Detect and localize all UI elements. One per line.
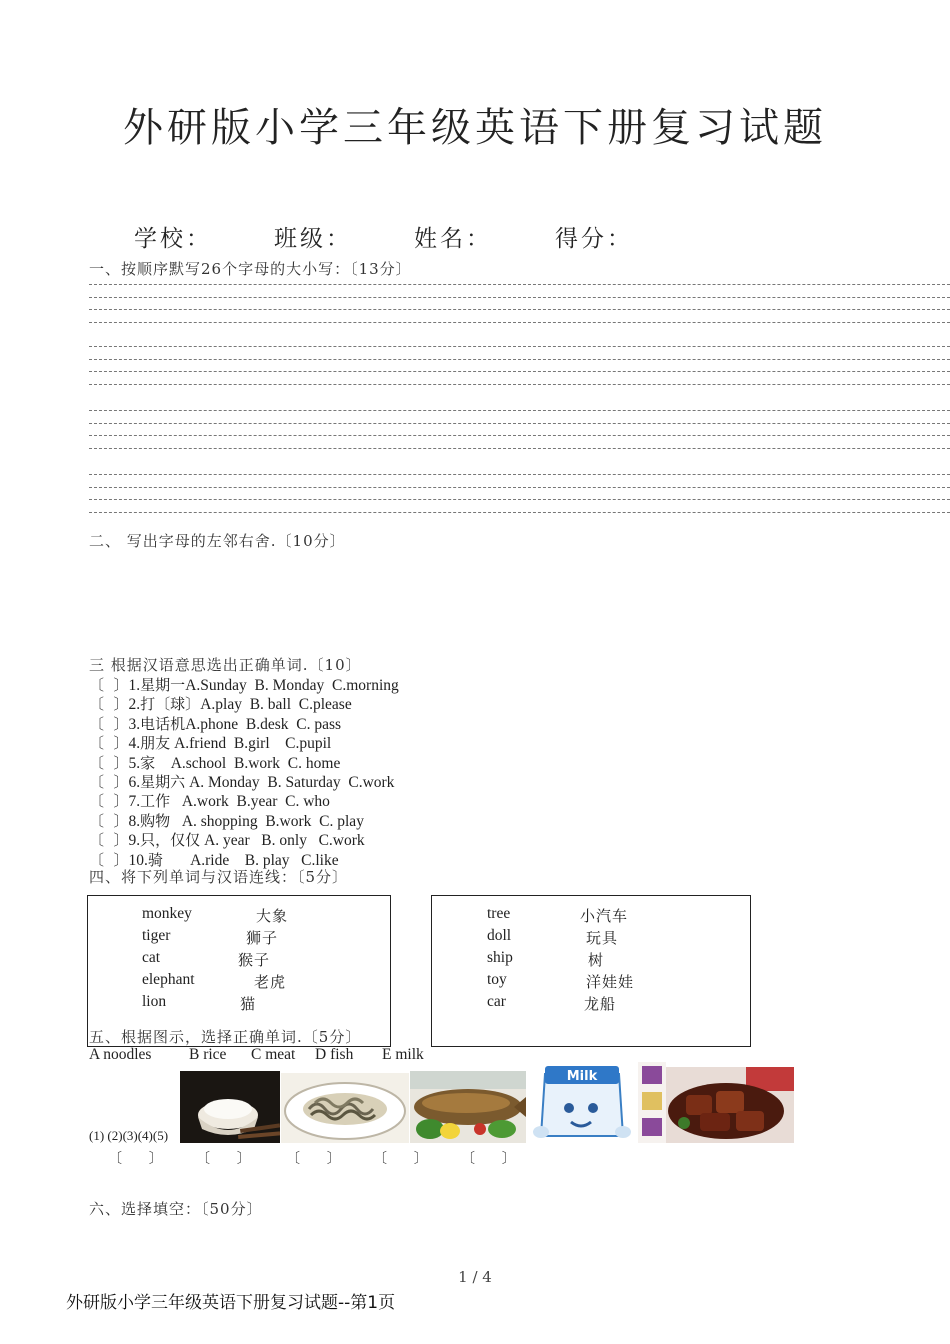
milk-boxes-icon	[638, 1062, 666, 1143]
answer-bracket[interactable]: 〔 〕	[108, 1151, 163, 1167]
question-number: 10.	[128, 851, 148, 869]
chinese-word: 洋娃娃	[586, 973, 635, 991]
question-number: 9.	[128, 832, 141, 850]
score-label: 得分：	[555, 226, 633, 252]
writing-line	[89, 384, 950, 385]
question-chinese: 只，仅仅	[140, 831, 201, 850]
question-bracket: 〔 〕	[89, 811, 129, 830]
english-word: tiger	[142, 927, 171, 944]
question-item	[89, 752, 340, 773]
question-item	[89, 713, 341, 734]
chinese-word: 小汽车	[580, 907, 629, 925]
answer-bracket[interactable]: 〔 〕	[373, 1151, 428, 1167]
milk-box-strip	[638, 1062, 666, 1143]
section-1-heading: 一、按顺序默写26个字母的大小写：〔13分〕	[89, 260, 412, 278]
question-options: A.Sunday B. Monday C.morning	[185, 677, 399, 694]
question-options: A. Monday B. Saturday C.work	[185, 774, 395, 791]
chinese-word: 树	[588, 951, 605, 969]
question-chinese: 工作	[140, 792, 171, 811]
english-word: car	[487, 993, 506, 1010]
english-word: ship	[487, 949, 513, 966]
writing-line	[89, 284, 950, 285]
question-item	[89, 829, 365, 850]
question-number: 6.	[128, 774, 141, 791]
question-bracket: 〔 〕	[89, 850, 129, 869]
name-label: 姓名：	[414, 226, 492, 252]
question-options: A.ride B. play C.like	[162, 851, 339, 869]
question-options: A. shopping B.work C. play	[170, 812, 364, 830]
question-chinese: 朋友	[140, 734, 171, 753]
question-chinese: 骑	[147, 850, 163, 869]
answer-bracket[interactable]: 〔 〕	[196, 1151, 251, 1167]
english-word: cat	[142, 949, 161, 966]
food-option: E milk	[382, 1046, 424, 1063]
meat-picture	[666, 1067, 794, 1143]
question-options: A.play B. ball C.please	[200, 696, 352, 714]
fish-dish-icon	[410, 1071, 526, 1143]
question-bracket: 〔 〕	[89, 695, 129, 714]
rice-picture	[180, 1071, 280, 1143]
writing-line	[89, 448, 950, 449]
noodles-plate-icon	[281, 1073, 409, 1143]
question-item	[89, 810, 364, 831]
page-title: 外研版小学三年级英语下册复习试题	[123, 105, 827, 151]
writing-line	[89, 322, 950, 323]
milk-carton-icon	[527, 1062, 637, 1143]
question-chinese: 购物	[140, 811, 171, 830]
braised-meat-icon	[666, 1067, 794, 1143]
writing-line	[89, 423, 950, 424]
chinese-word: 老虎	[254, 973, 287, 991]
chinese-word: 猴子	[238, 951, 271, 969]
answer-bracket[interactable]: 〔 〕	[461, 1151, 516, 1167]
chinese-word: 狮子	[246, 929, 279, 947]
question-bracket: 〔 〕	[89, 773, 129, 791]
section-2-heading: 二、 写出字母的左邻右舍.〔10分〕	[89, 532, 346, 550]
section-6-heading: 六、选择填空：〔50分〕	[89, 1200, 263, 1218]
page-number: 1 / 4	[458, 1268, 492, 1286]
chinese-word: 龙船	[584, 995, 617, 1013]
question-number: 1.	[128, 677, 141, 694]
box-shadow-line	[390, 897, 391, 1045]
question-bracket: 〔 〕	[89, 734, 129, 753]
question-item	[89, 771, 394, 792]
question-options: A. year B. only C.work	[200, 832, 365, 850]
writing-line	[89, 487, 950, 488]
writing-line	[89, 435, 950, 436]
question-bracket: 〔 〕	[89, 714, 129, 733]
chinese-word: 猫	[240, 995, 257, 1013]
question-number: 5.	[128, 754, 141, 772]
question-options: A.school B.work C. home	[155, 754, 341, 772]
writing-line	[89, 346, 950, 347]
question-number: 7.	[128, 793, 141, 811]
question-number: 8.	[128, 812, 141, 830]
matching-box-left	[87, 895, 391, 1047]
question-bracket: 〔 〕	[89, 753, 129, 772]
question-item	[89, 732, 331, 753]
question-options: A.phone B.desk C. pass	[185, 715, 342, 733]
milk-picture	[527, 1062, 637, 1143]
class-label: 班级：	[274, 226, 352, 252]
writing-line	[89, 474, 950, 475]
writing-line	[89, 297, 950, 298]
question-chinese: 星期一	[140, 676, 186, 694]
chinese-word: 玩具	[586, 929, 619, 947]
english-word: tree	[487, 905, 511, 922]
english-word: doll	[487, 927, 512, 944]
question-options: A.work B.year C. who	[170, 793, 330, 811]
writing-line	[89, 309, 950, 310]
section-4-heading: 四、将下列单词与汉语连线：〔5分〕	[89, 868, 349, 886]
fish-picture	[410, 1071, 526, 1143]
milk-label: Milk	[566, 1069, 598, 1084]
question-options: A.friend B.girl C.pupil	[170, 735, 332, 753]
question-item	[89, 693, 352, 714]
food-option: D fish	[315, 1046, 354, 1063]
food-option: B rice	[189, 1046, 227, 1063]
question-chinese: 星期六	[140, 773, 186, 791]
question-bracket: 〔 〕	[89, 792, 129, 811]
english-word: monkey	[142, 905, 192, 922]
writing-line	[89, 410, 950, 411]
question-number: 2.	[128, 696, 141, 714]
rice-bowl-icon	[180, 1071, 280, 1143]
picture-numbers: (1) (2)(3)(4)(5)	[89, 1128, 169, 1143]
school-label: 学校：	[134, 226, 212, 252]
question-chinese: 家	[140, 753, 156, 772]
answer-bracket[interactable]: 〔 〕	[286, 1151, 341, 1167]
writing-line	[89, 499, 950, 500]
writing-line	[89, 359, 950, 360]
noodles-picture	[281, 1073, 409, 1143]
english-word: lion	[142, 993, 167, 1010]
question-item	[89, 790, 330, 811]
food-option: C meat	[251, 1046, 296, 1063]
question-number: 3.	[128, 715, 141, 733]
english-word: elephant	[142, 971, 195, 988]
section-5-heading: 五、根据图示，选择正确单词.〔5分〕	[89, 1028, 362, 1046]
question-bracket: 〔 〕	[89, 831, 129, 850]
english-word: toy	[487, 971, 507, 988]
question-bracket: 〔 〕	[89, 676, 129, 694]
chinese-word: 大象	[256, 907, 289, 925]
question-number: 4.	[128, 735, 141, 753]
section-3-heading: 三 根据汉语意思选出正确单词.〔10〕	[89, 656, 362, 674]
question-chinese: 打〔球〕	[140, 695, 201, 714]
food-option: A noodles	[89, 1046, 152, 1063]
writing-line	[89, 512, 950, 513]
question-item	[89, 674, 399, 695]
writing-line	[89, 371, 950, 372]
footer-text: 外研版小学三年级英语下册复习试题--第1页	[66, 1293, 396, 1313]
question-chinese: 电话机	[140, 714, 186, 733]
